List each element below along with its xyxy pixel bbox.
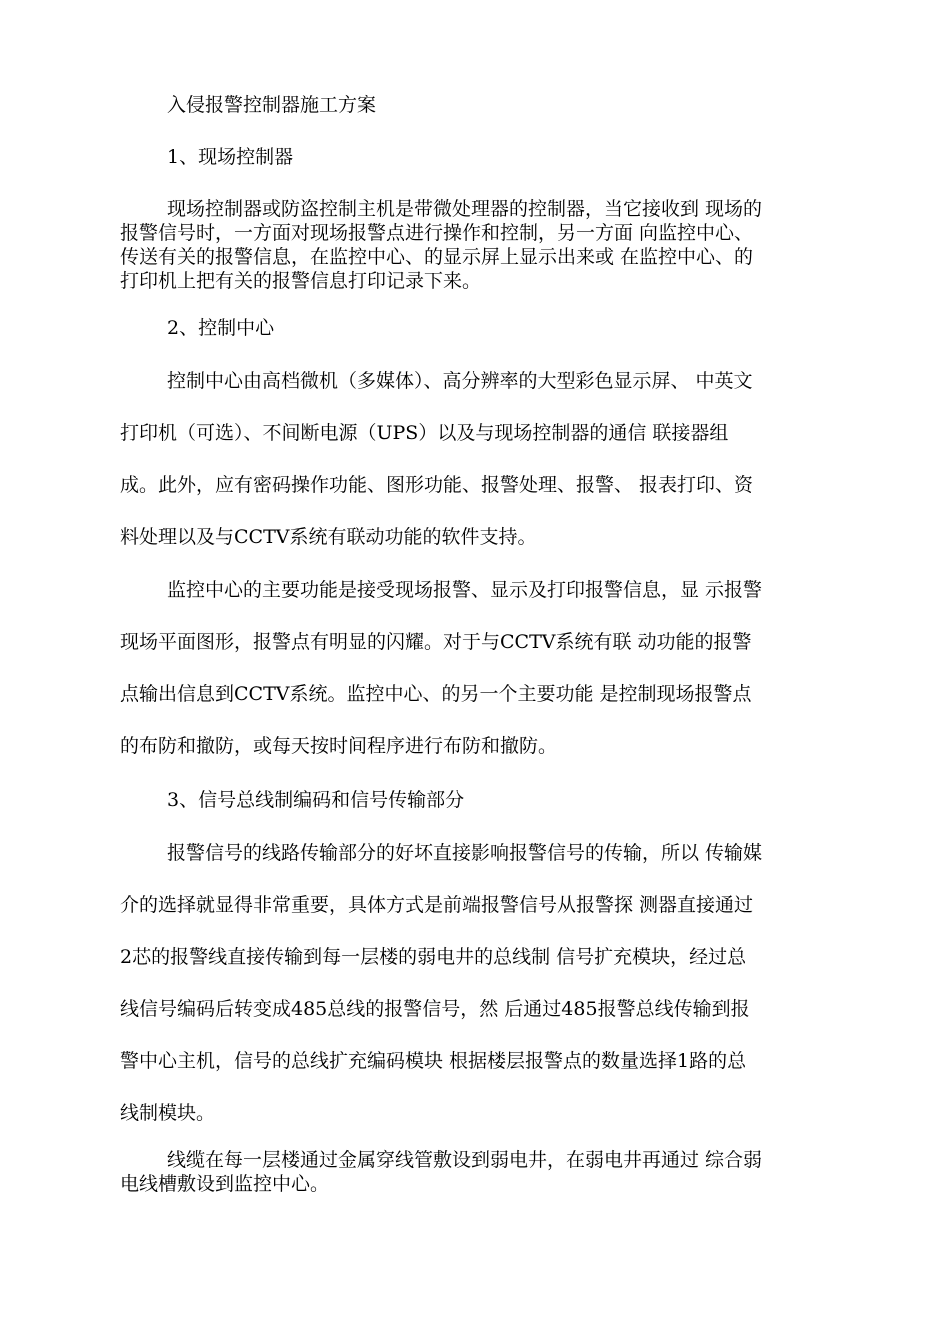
paragraph-line: 线缆在每一层楼通过金属穿线管敷设到弱电井，在弱电井再通过 综合弱	[167, 1149, 763, 1171]
paragraph-line: 成。此外，应有密码操作功能、图形功能、报警处理、报警、 报表打印、资	[120, 474, 754, 496]
heading-2	[167, 313, 274, 340]
paragraph-2	[120, 366, 850, 546]
paragraph-line: 线信号编码后转变成485总线的报警信号，然 后通过485报警总线传输到报	[120, 998, 750, 1020]
paragraph-line: 的布防和撤防，或每天按时间程序进行布防和撤防。	[120, 735, 558, 757]
paragraph-3	[120, 575, 850, 755]
document-title	[167, 90, 376, 117]
paragraph-1	[120, 194, 850, 294]
paragraph-line: 线制模块。	[120, 1102, 216, 1124]
paragraph-line: 点输出信息到CCTV系统。监控中心、的另一个主要功能 是控制现场报警点	[120, 683, 752, 705]
heading-1	[167, 142, 293, 169]
paragraph-line: 料处理以及与CCTV系统有联动功能的软件支持。	[120, 526, 537, 548]
title-text: 入侵报警控制器施工方案	[167, 94, 377, 116]
paragraph-line: 打印机（可选）、不间断电源（UPS）以及与现场控制器的通信 联接器组	[120, 422, 729, 444]
heading-1-text: 1、现场控制器	[167, 146, 294, 168]
paragraph-4	[120, 838, 850, 1128]
paragraph-line: 警中心主机，信号的总线扩充编码模块 根据楼层报警点的数量选择1路的总	[120, 1050, 747, 1072]
paragraph-line: 报警信号时，一方面对现场报警点进行操作和控制，另一方面 向监控中心、	[120, 222, 754, 244]
heading-3-text: 3、信号总线制编码和信号传输部分	[167, 789, 465, 811]
paragraph-line: 电线槽敷设到监控中心。	[120, 1173, 330, 1195]
paragraph-line: 监控中心的主要功能是接受现场报警、显示及打印报警信息，显 示报警	[167, 579, 763, 601]
paragraph-5	[120, 1145, 850, 1197]
heading-2-text: 2、控制中心	[167, 317, 275, 339]
paragraph-line: 2芯的报警线直接传输到每一层楼的弱电井的总线制 信号扩充模块，经过总	[120, 946, 747, 968]
paragraph-line: 介的选择就显得非常重要，具体方式是前端报警信号从报警探 测器直接通过	[120, 894, 754, 916]
paragraph-line: 现场控制器或防盗控制主机是带微处理器的控制器，当它接收到 现场的	[167, 198, 763, 220]
paragraph-line: 控制中心由高档微机（多媒体）、高分辨率的大型彩色显示屏、 中英文	[167, 370, 753, 392]
paragraph-line: 报警信号的线路传输部分的好坏直接影响报警信号的传输，所以 传输媒	[167, 842, 763, 864]
paragraph-line: 打印机上把有关的报警信息打印记录下来。	[120, 270, 482, 292]
heading-3	[167, 785, 464, 812]
paragraph-line: 现场平面图形，报警点有明显的闪耀。对于与CCTV系统有联 动功能的报警	[120, 631, 752, 653]
paragraph-line: 传送有关的报警信息，在监控中心、的显示屏上显示出来或 在监控中心、的	[120, 246, 754, 268]
